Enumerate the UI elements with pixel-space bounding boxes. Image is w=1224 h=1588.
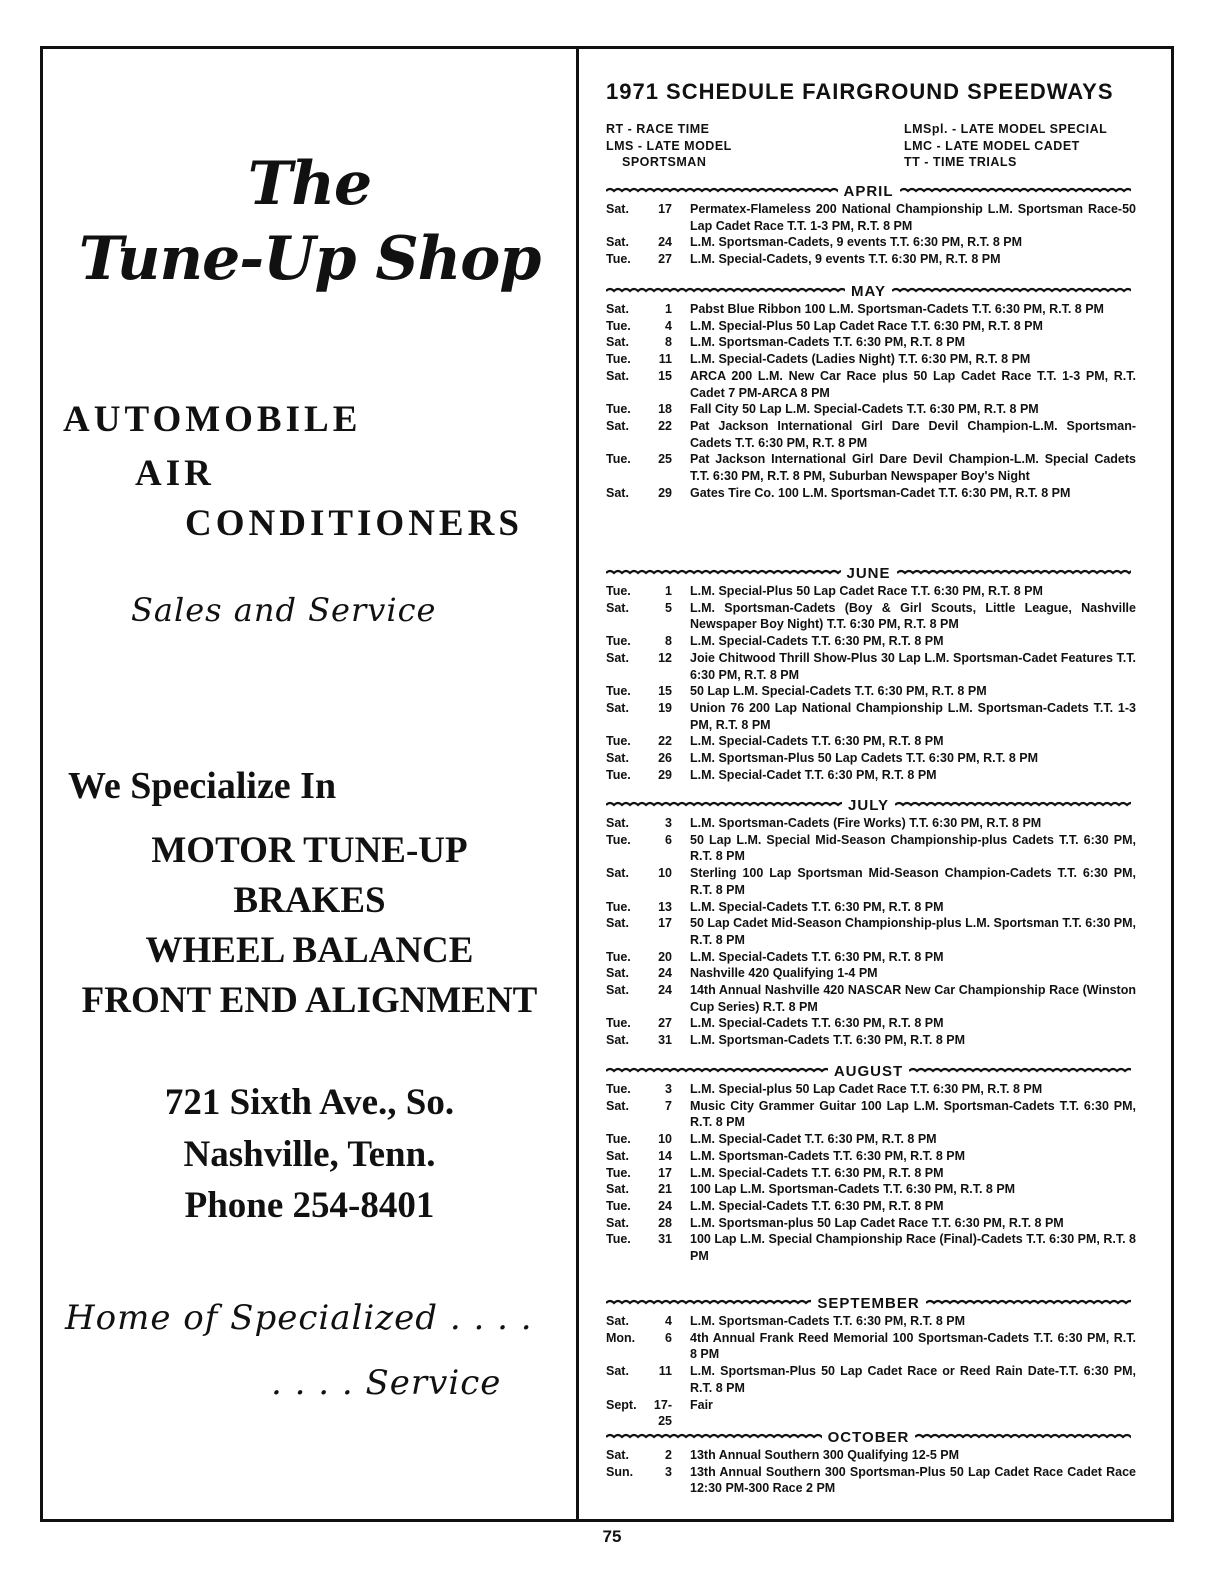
event-row <box>606 451 1136 484</box>
page-number: 75 <box>602 1527 622 1546</box>
month-label: AUGUST <box>833 1062 904 1080</box>
event-day: Sat. <box>606 335 629 350</box>
event-row <box>606 401 1136 418</box>
month-header <box>606 1427 1131 1447</box>
event-description: L.M. Sportsman-Cadets T.T. 6:30 PM, R.T. 8 PM <box>690 1148 966 1163</box>
event-day: Sun. <box>606 1464 634 1479</box>
event-description: Pat Jackson International Girl Dare Devil Champion-L.M. Sportsman-Cadets T.T. 6:30 PM, R.T. 8 PM <box>690 418 1136 450</box>
event-row <box>606 301 1136 318</box>
address-street: 721 Sixth Ave., So. <box>164 1082 455 1123</box>
legend-right <box>904 121 1107 171</box>
event-description: 50 Lap Cadet Mid-Season Championship-plus L.M. Sportsman T.T. 6:30 PM, R.T. 8 PM <box>690 916 1136 947</box>
event-date: 24 <box>658 235 672 250</box>
event-row <box>606 1231 1136 1264</box>
event-date: 31 <box>658 1232 672 1247</box>
event-day: Sat. <box>606 916 629 931</box>
event-date: 22 <box>658 734 672 749</box>
event-day: Sat. <box>606 1215 629 1230</box>
event-date: 21 <box>658 1182 672 1197</box>
service-item: WHEEL BALANCE <box>145 930 474 971</box>
event-row <box>606 832 1136 865</box>
event-list <box>579 201 1136 268</box>
event-row <box>606 251 1136 268</box>
event-row <box>606 915 1136 948</box>
event-description: L.M. Sportsman-Cadets T.T. 6:30 PM, R.T. 8 PM <box>690 335 966 350</box>
event-row <box>606 815 1136 832</box>
slogan-line1: Home of Specialized . . . . <box>65 1298 533 1338</box>
event-date: 26 <box>658 751 672 766</box>
event-description: 50 Lap L.M. Special-Cadets T.T. 6:30 PM, R.T. 8 PM <box>690 684 987 699</box>
event-row <box>606 1464 1136 1497</box>
event-row <box>606 334 1136 351</box>
event-date: 1 <box>665 302 672 316</box>
wavy-rule <box>900 187 1132 195</box>
event-list <box>579 583 1136 783</box>
event-date: 15 <box>658 368 672 383</box>
event-description: L.M. Special-Cadets (Ladies Night) T.T. 6:30 PM, R.T. 8 PM <box>690 352 1031 367</box>
event-day: Sat. <box>606 1182 629 1197</box>
event-list <box>579 815 1136 1049</box>
event-date: 17 <box>658 1165 672 1180</box>
event-row <box>606 683 1136 700</box>
event-description: L.M. Sportsman-Cadets (Fire Works) T.T. 6:30 PM, R.T. 8 PM <box>690 816 1042 830</box>
month-header <box>606 563 1131 583</box>
event-day: Sat. <box>606 816 629 830</box>
event-description: Joie Chitwood Thrill Show-Plus 30 Lap L.M. Sportsman-Cadet Features T.T. 6:30 PM, R.T. 8 PM <box>690 650 1136 682</box>
event-date: 8 <box>665 634 672 649</box>
event-description: L.M. Sportsman-plus 50 Lap Cadet Race T.T. 6:30 PM, R.T. 8 PM <box>690 1215 1064 1230</box>
event-row <box>606 600 1136 633</box>
event-description: Pat Jackson International Girl Dare Devil Champion-L.M. Special Cadets T.T. 6:30 PM, R.T. 8 PM, Suburban Newspaper Boy's Night <box>690 452 1136 484</box>
event-row <box>606 1015 1136 1032</box>
event-day: Sat. <box>606 1448 629 1462</box>
event-date: 6 <box>665 832 672 847</box>
event-description: L.M. Special-Cadets T.T. 6:30 PM, R.T. 8 PM <box>690 949 944 964</box>
month-header <box>606 795 1131 815</box>
event-date: 29 <box>658 767 672 782</box>
event-date: 10 <box>658 866 672 881</box>
event-list <box>579 1447 1136 1497</box>
legend-item: LMSpl. - LATE MODEL SPECIAL <box>904 122 1108 136</box>
wavy-rule <box>895 801 1131 809</box>
service-item: MOTOR TUNE-UP <box>151 830 468 871</box>
event-row <box>606 1363 1136 1396</box>
event-day: Sat. <box>606 966 629 981</box>
wavy-rule <box>897 569 1132 577</box>
event-row <box>606 633 1136 650</box>
event-description: L.M. Special-Cadet T.T. 6:30 PM, R.T. 8 PM <box>690 767 937 782</box>
event-date: 1 <box>665 584 672 598</box>
event-date: 28 <box>658 1215 672 1230</box>
event-row <box>606 982 1136 1015</box>
event-day: Tue. <box>606 949 631 964</box>
event-description: L.M. Special-Cadets T.T. 6:30 PM, R.T. 8 PM <box>690 734 944 749</box>
legend-item: RT - RACE TIME <box>606 122 710 136</box>
event-description: 100 Lap L.M. Sportsman-Cadets T.T. 6:30 PM, R.T. 8 PM <box>690 1182 1016 1197</box>
wavy-rule <box>606 187 838 195</box>
month-header <box>606 1293 1131 1313</box>
event-day: Sat. <box>606 368 629 383</box>
event-row <box>606 1081 1136 1098</box>
event-date: 7 <box>665 1098 672 1113</box>
event-row <box>606 650 1136 683</box>
sales-and-service: Sales and Service <box>131 591 437 629</box>
event-description: Union 76 200 Lap National Championship L.M. Sportsman-Cadets T.T. 1-3 PM, R.T. 8 PM <box>690 700 1136 732</box>
event-row <box>606 899 1136 916</box>
event-date: 29 <box>658 485 672 500</box>
event-description: ARCA 200 L.M. New Car Race plus 50 Lap Cadet Race T.T. 1-3 PM, R.T. Cadet 7 PM-ARCA 8 PM <box>690 368 1136 400</box>
month-header <box>606 181 1131 201</box>
event-row <box>606 733 1136 750</box>
event-row <box>606 1313 1136 1330</box>
service-item: FRONT END ALIGNMENT <box>81 980 538 1021</box>
wavy-rule <box>909 1067 1131 1075</box>
event-date: 3 <box>665 1464 672 1479</box>
event-date: 11 <box>658 1364 672 1379</box>
month-label: JUNE <box>846 564 891 582</box>
event-date: 8 <box>665 335 672 350</box>
event-date: 4 <box>665 1314 672 1328</box>
event-day: Sat. <box>606 866 629 881</box>
month-label: MAY <box>851 282 886 300</box>
event-row <box>606 1447 1136 1464</box>
event-row <box>606 865 1136 898</box>
event-date: 17 <box>658 916 672 931</box>
event-date: 14 <box>658 1148 672 1163</box>
event-list <box>579 1313 1136 1429</box>
legend-item: LMS - LATE MODEL <box>606 138 732 153</box>
wavy-rule <box>606 569 841 577</box>
event-description: 4th Annual Frank Reed Memorial 100 Sportsman-Cadets T.T. 6:30 PM, R.T. 8 PM <box>690 1330 1136 1362</box>
event-date: 3 <box>665 816 672 830</box>
event-date: 27 <box>658 252 672 267</box>
month-label: JULY <box>848 796 889 814</box>
event-row <box>606 368 1136 401</box>
event-day: Sat. <box>606 418 629 433</box>
event-date: 19 <box>658 700 672 715</box>
event-date: 17-25 <box>653 1397 672 1429</box>
event-day: Sat. <box>606 700 629 715</box>
event-day: Tue. <box>606 352 631 367</box>
event-day: Sept. <box>606 1397 637 1412</box>
event-date: 20 <box>658 949 672 964</box>
event-description: Music City Grammer Guitar 100 Lap L.M. Sportsman-Cadets T.T. 6:30 PM, R.T. 8 PM <box>690 1098 1136 1130</box>
service-item: BRAKES <box>233 880 386 921</box>
ad-title-line1: The <box>247 149 372 219</box>
event-row <box>606 1198 1136 1215</box>
event-date: 11 <box>658 352 672 367</box>
event-day: Tue. <box>606 318 631 333</box>
wavy-rule <box>606 287 845 295</box>
event-day: Tue. <box>606 684 631 699</box>
event-day: Sat. <box>606 1364 629 1379</box>
event-date: 24 <box>658 1198 672 1213</box>
event-row <box>606 1397 1136 1429</box>
month-label: SEPTEMBER <box>817 1294 920 1312</box>
event-description: L.M. Sportsman-Plus 50 Lap Cadet Race or Reed Rain Date-T.T. 6:30 PM, R.T. 8 PM <box>690 1364 1136 1395</box>
event-day: Tue. <box>606 767 631 782</box>
event-day: Sat. <box>606 202 629 216</box>
event-row <box>606 1181 1136 1198</box>
ad-title-line2: Tune-Up Shop <box>78 224 541 294</box>
event-row <box>606 1165 1136 1182</box>
month-header <box>606 281 1131 301</box>
event-day: Tue. <box>606 899 631 914</box>
slogan-line2: . . . . Service <box>271 1363 502 1403</box>
event-day: Sat. <box>606 302 629 316</box>
event-day: Tue. <box>606 734 631 749</box>
event-date: 18 <box>658 402 672 417</box>
event-day: Tue. <box>606 832 631 847</box>
event-day: Tue. <box>606 1132 631 1147</box>
event-day: Tue. <box>606 634 631 649</box>
event-description: 100 Lap L.M. Special Championship Race (Final)-Cadets T.T. 6:30 PM, R.T. 8 PM <box>690 1232 1136 1264</box>
phone-number: Phone 254-8401 <box>184 1185 435 1226</box>
page-frame <box>40 46 1174 1522</box>
event-day: Tue. <box>606 252 631 267</box>
event-description: L.M. Special-Cadets T.T. 6:30 PM, R.T. 8 PM <box>690 1198 944 1213</box>
event-date: 27 <box>658 1016 672 1031</box>
event-day: Tue. <box>606 1165 631 1180</box>
event-row <box>606 418 1136 451</box>
event-date: 31 <box>658 1033 672 1048</box>
event-date: 24 <box>658 983 672 998</box>
event-date: 3 <box>665 1082 672 1096</box>
event-description: Pabst Blue Ribbon 100 L.M. Sportsman-Cadets T.T. 6:30 PM, R.T. 8 PM <box>690 302 1104 316</box>
wavy-rule <box>892 287 1131 295</box>
event-description: L.M. Sportsman-Cadets, 9 events T.T. 6:30 PM, R.T. 8 PM <box>690 235 1023 250</box>
event-row <box>606 965 1136 982</box>
event-date: 10 <box>658 1132 672 1147</box>
event-description: 50 Lap L.M. Special Mid-Season Championship-plus Cadets T.T. 6:30 PM, R.T. 8 PM <box>690 832 1136 864</box>
month-label: OCTOBER <box>827 1428 910 1446</box>
event-row <box>606 1131 1136 1148</box>
event-row <box>606 1215 1136 1232</box>
event-date: 12 <box>658 650 672 665</box>
event-date: 15 <box>658 684 672 699</box>
event-day: Tue. <box>606 1016 631 1031</box>
event-row <box>606 767 1136 784</box>
event-day: Sat. <box>606 983 629 998</box>
event-row <box>606 700 1136 733</box>
event-row <box>606 485 1136 502</box>
event-description: Sterling 100 Lap Sportsman Mid-Season Champion-Cadets T.T. 6:30 PM, R.T. 8 PM <box>690 866 1136 897</box>
event-day: Tue. <box>606 1232 631 1247</box>
event-date: 17 <box>658 202 672 216</box>
event-description: L.M. Sportsman-Cadets (Boy & Girl Scouts, Little League, Nashville Newspaper Boy Night) T.T. 6:30 PM, R.T. 8 PM <box>690 600 1136 632</box>
event-description: 13th Annual Southern 300 Sportsman-Plus 50 Lap Cadet Race Cadet Race 12:30 PM-300 Race 2 PM <box>690 1464 1136 1496</box>
event-row <box>606 1330 1136 1363</box>
event-row <box>606 1148 1136 1165</box>
event-description: L.M. Special-Cadets T.T. 6:30 PM, R.T. 8 PM <box>690 1165 944 1180</box>
event-day: Sat. <box>606 751 629 766</box>
event-description: L.M. Special-Cadets T.T. 6:30 PM, R.T. 8 PM <box>690 1016 944 1031</box>
event-date: 5 <box>665 600 672 615</box>
event-row <box>606 318 1136 335</box>
event-description: L.M. Sportsman-Cadets T.T. 6:30 PM, R.T. 8 PM <box>690 1033 966 1048</box>
legend-item: TT - TIME TRIALS <box>904 155 1017 169</box>
month-header <box>606 1061 1131 1081</box>
event-date: 22 <box>658 418 672 433</box>
event-list <box>579 1081 1136 1265</box>
event-description: Gates Tire Co. 100 L.M. Sportsman-Cadet T.T. 6:30 PM, R.T. 8 PM <box>690 485 1071 500</box>
event-day: Sat. <box>606 650 629 665</box>
event-row <box>606 1032 1136 1049</box>
wavy-rule <box>606 1299 811 1307</box>
event-day: Sat. <box>606 1033 629 1048</box>
event-list <box>579 301 1136 501</box>
event-day: Sat. <box>606 1314 629 1328</box>
ac-line3: CONDITIONERS <box>185 503 523 544</box>
event-row <box>606 234 1136 251</box>
event-day: Tue. <box>606 1198 631 1213</box>
event-day: Sat. <box>606 600 629 615</box>
schedule-title: 1971 SCHEDULE FAIRGROUND SPEEDWAYS <box>606 79 1114 104</box>
event-date: 25 <box>658 452 672 467</box>
event-description: 14th Annual Nashville 420 NASCAR New Car Championship Race (Winston Cup Series) R.T. 8 PM <box>690 983 1136 1014</box>
event-date: 6 <box>665 1330 672 1345</box>
event-date: 24 <box>658 966 672 981</box>
legend-item: LMC - LATE MODEL CADET <box>904 138 1080 153</box>
event-description: Nashville 420 Qualifying 1-4 PM <box>690 966 878 981</box>
month-label: APRIL <box>843 182 894 200</box>
event-description: L.M. Special-Cadet T.T. 6:30 PM, R.T. 8 PM <box>690 1132 937 1147</box>
wavy-rule <box>606 1067 828 1075</box>
event-description: L.M. Special-Cadets T.T. 6:30 PM, R.T. 8 PM <box>690 899 944 914</box>
event-day: Mon. <box>606 1330 636 1345</box>
event-description: L.M. Sportsman-Cadets T.T. 6:30 PM, R.T. 8 PM <box>690 1314 966 1328</box>
event-description: Fall City 50 Lap L.M. Special-Cadets T.T. 6:30 PM, R.T. 8 PM <box>690 402 1039 417</box>
event-row <box>606 949 1136 966</box>
address-city: Nashville, Tenn. <box>183 1134 436 1175</box>
event-day: Tue. <box>606 1082 631 1096</box>
event-row <box>606 750 1136 767</box>
event-day: Tue. <box>606 452 631 467</box>
event-day: Tue. <box>606 402 631 417</box>
event-day: Sat. <box>606 235 629 250</box>
event-row <box>606 583 1136 600</box>
event-description: L.M. Special-plus 50 Lap Cadet Race T.T. 6:30 PM, R.T. 8 PM <box>690 1082 1043 1096</box>
event-row <box>606 1098 1136 1131</box>
tune-up-shop-ad <box>43 49 576 1519</box>
race-schedule <box>579 49 1171 1519</box>
event-description: 13th Annual Southern 300 Qualifying 12-5 PM <box>690 1448 960 1462</box>
event-description: L.M. Special-Plus 50 Lap Cadet Race T.T. 6:30 PM, R.T. 8 PM <box>690 318 1043 333</box>
event-date: 13 <box>658 899 672 914</box>
event-day: Sat. <box>606 1098 629 1113</box>
event-date: 4 <box>665 318 672 333</box>
event-day: Sat. <box>606 485 629 500</box>
event-description: L.M. Special-Plus 50 Lap Cadet Race T.T. 6:30 PM, R.T. 8 PM <box>690 584 1043 598</box>
ac-line1: AUTOMOBILE <box>63 399 362 440</box>
wavy-rule <box>606 801 842 809</box>
event-description: Fair <box>690 1397 713 1412</box>
event-day: Tue. <box>606 584 631 598</box>
event-description: L.M. Special-Cadets T.T. 6:30 PM, R.T. 8 PM <box>690 634 944 649</box>
wavy-rule <box>606 1433 822 1441</box>
legend-left <box>606 121 732 171</box>
wavy-rule <box>926 1299 1131 1307</box>
event-description: L.M. Sportsman-Plus 50 Lap Cadets T.T. 6:30 PM, R.T. 8 PM <box>690 751 1038 766</box>
wavy-rule <box>915 1433 1131 1441</box>
event-description: L.M. Special-Cadets, 9 events T.T. 6:30 PM, R.T. 8 PM <box>690 252 1001 267</box>
legend-item: SPORTSMAN <box>622 155 707 169</box>
event-row <box>606 201 1136 234</box>
event-day: Sat. <box>606 1148 629 1163</box>
ac-line2: AIR <box>135 453 215 494</box>
event-date: 2 <box>665 1448 672 1462</box>
event-description: Permatex-Flameless 200 National Championship L.M. Sportsman Race-50 Lap Cadet Race T.T. 1-3 PM, R.T. 8 PM <box>690 202 1136 233</box>
event-row <box>606 351 1136 368</box>
specialize-heading: We Specialize In <box>68 765 337 807</box>
